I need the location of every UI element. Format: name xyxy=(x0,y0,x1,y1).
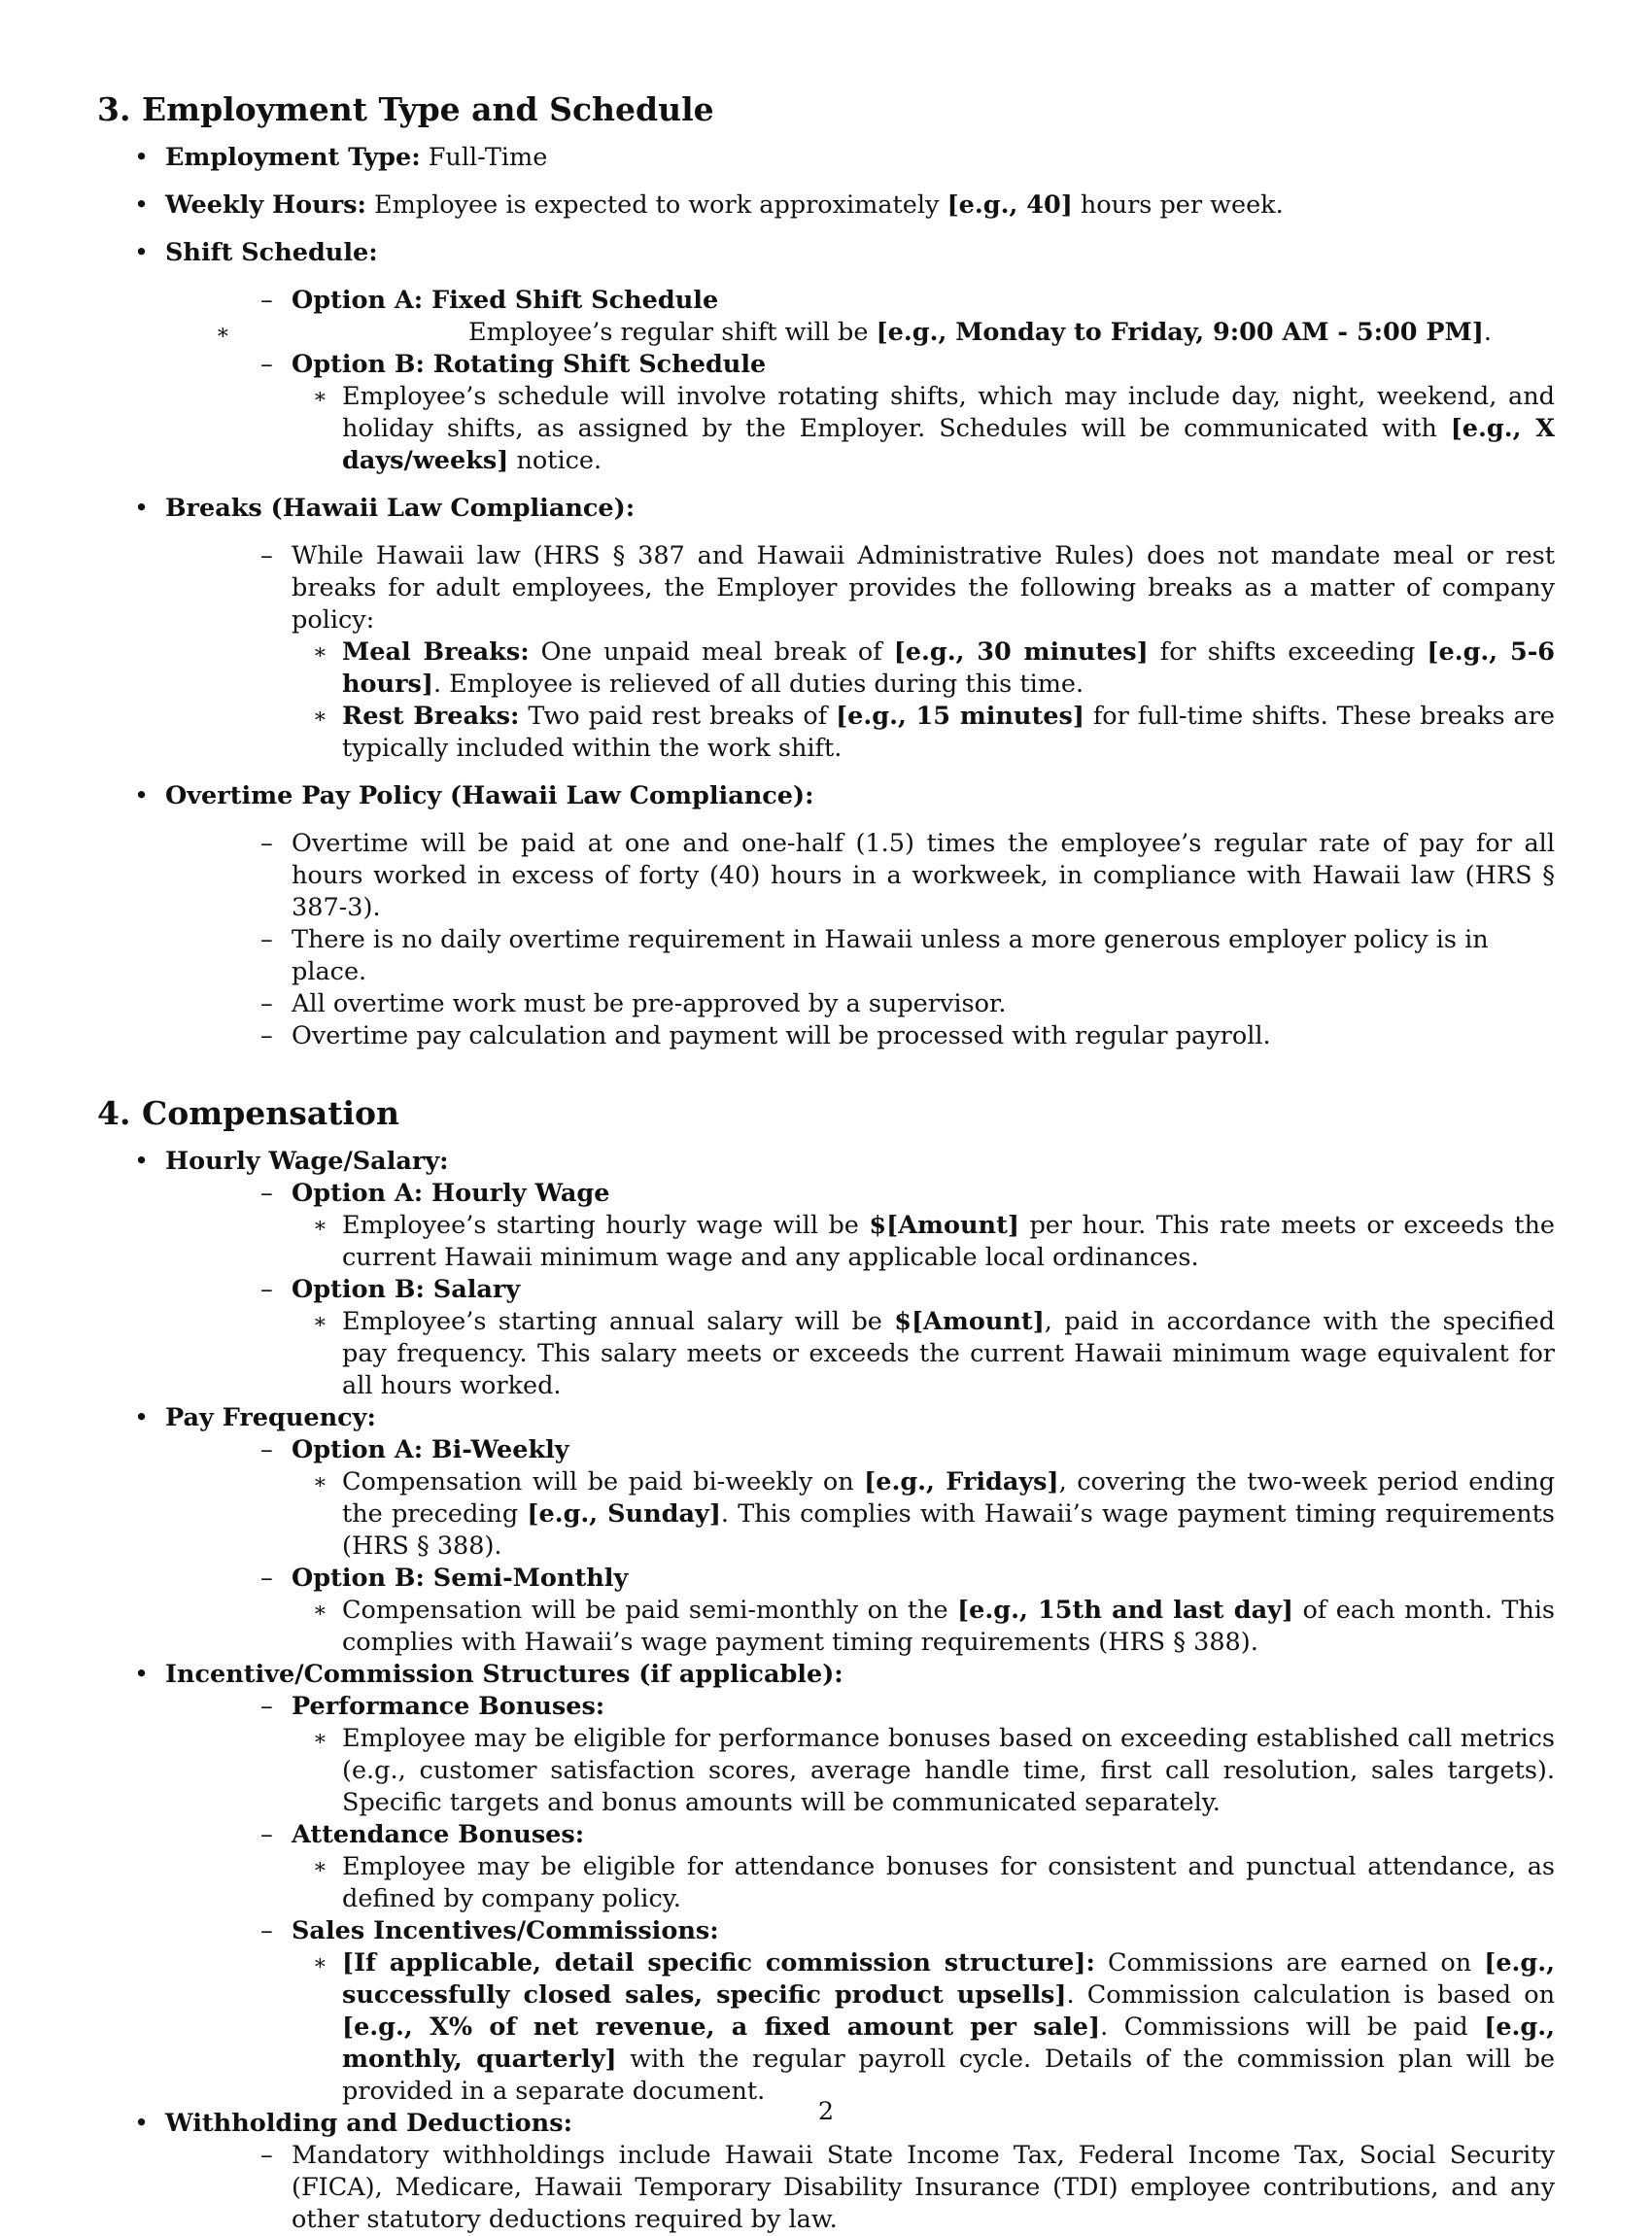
star: ∗ xyxy=(313,1310,327,1334)
option-a-hourly-wage xyxy=(165,1178,1555,1274)
attendance-detail xyxy=(292,1851,1555,1915)
list-item-wage-salary xyxy=(97,1146,1555,1402)
list-item-incentives xyxy=(97,1659,1555,2108)
star: ∗ xyxy=(313,1599,327,1623)
dash: – xyxy=(260,829,273,858)
item-text: Employee may be eligible for performance bonuses based on exceeding established call metrics (e.g., customer satisfaction scores, average handle time, first call resolution, sales targets). Specific targets and bonus amounts will be communicated separately. xyxy=(342,1724,1555,1817)
item-text: Employee’s starting hourly wage will be xyxy=(342,1211,859,1240)
section-4-list xyxy=(97,1146,1555,2236)
section-title: Compensation xyxy=(142,1094,399,1132)
option-b-semi-monthly xyxy=(165,1563,1555,1659)
option-label: Option B: Salary xyxy=(292,1275,521,1304)
item-text: Employee may be eligible for attendance bonuses for consistent and punctual attendance, as defined by company policy. xyxy=(342,1852,1555,1913)
dash: – xyxy=(260,1820,273,1849)
item-value: Full-Time xyxy=(428,143,548,172)
bullet: • xyxy=(134,1660,150,1689)
placeholder: [e.g., Fridays] xyxy=(864,1467,1059,1496)
item-label: Rest Breaks: xyxy=(342,702,520,731)
item-text: for shifts exceeding xyxy=(1159,637,1416,667)
semi-monthly-detail xyxy=(292,1595,1555,1659)
list-item-shift-schedule xyxy=(97,237,1555,477)
item-text: Overtime will be paid at one and one-half (1.5) times the employee’s regular rate of pay for all hours worked in excess of forty (40) hours in a workweek, in compliance with Hawaii law (HRS § 387-3). xyxy=(292,829,1555,922)
option-label: Option B: Semi-Monthly xyxy=(292,1564,629,1593)
list-item-weekly-hours xyxy=(97,189,1555,222)
option-label: Option B: Rotating Shift Schedule xyxy=(292,350,767,379)
item-text: All overtime work must be pre-approved by a supervisor. xyxy=(292,989,1007,1018)
section-3-heading xyxy=(97,89,1555,130)
star: ∗ xyxy=(313,1727,327,1751)
item-text: Commissions are earned on xyxy=(1107,1948,1472,1978)
sales-incentives xyxy=(165,1915,1555,2108)
withholding-detail xyxy=(165,2140,1555,2236)
item-label: Weekly Hours: xyxy=(165,190,366,220)
star: ∗ xyxy=(313,1855,327,1879)
option-a-detail xyxy=(216,317,1652,349)
item-text: . Commission calculation is based on xyxy=(1066,1980,1555,2010)
placeholder: [e.g., 5-6 hours] xyxy=(342,637,1556,699)
section-4-heading xyxy=(97,1093,1555,1134)
option-b-detail xyxy=(292,381,1555,477)
star: ∗ xyxy=(313,1951,327,1976)
item-text: Employee’s regular shift will be xyxy=(468,318,869,347)
section-number: 3. xyxy=(97,90,131,128)
item-text: There is no daily overtime requirement in Hawaii unless a more generous employer policy is in place. xyxy=(292,925,1489,986)
item-text: . Employee is relieved of all duties during this time. xyxy=(432,670,1084,699)
placeholder: [e.g., monthly, quarterly] xyxy=(342,2012,1556,2074)
placeholder: [e.g., 15th and last day] xyxy=(957,1596,1293,1625)
dash: – xyxy=(260,1435,273,1464)
item-text: , covering the two-week period ending the preceding xyxy=(342,1467,1556,1529)
placeholder: [e.g., 30 minutes] xyxy=(893,637,1149,667)
overtime-item xyxy=(165,988,1555,1020)
dash: – xyxy=(260,2141,273,2170)
section-number: 4. xyxy=(97,1094,131,1132)
item-text: Employee’s starting annual salary will be xyxy=(342,1307,882,1336)
star: ∗ xyxy=(313,385,327,409)
item-label: Shift Schedule: xyxy=(165,238,378,267)
option-label: Option A: Hourly Wage xyxy=(292,1179,610,1208)
sales-detail xyxy=(292,1947,1555,2108)
breaks-intro xyxy=(165,540,1555,765)
bi-weekly-detail xyxy=(292,1466,1555,1563)
item-label: Hourly Wage/Salary: xyxy=(165,1147,449,1176)
bullet: • xyxy=(134,190,150,220)
item-text: with the regular payroll cycle. Details of the commission plan will be provided in a separate document. xyxy=(342,2045,1555,2106)
star: ∗ xyxy=(216,321,230,345)
item-text: Two paid rest breaks of xyxy=(528,702,828,731)
dash: – xyxy=(260,925,273,954)
dash: – xyxy=(260,350,273,379)
item-text: hours per week. xyxy=(1080,190,1284,220)
item-text: Compensation will be paid semi-monthly on the xyxy=(342,1596,948,1625)
item-text: Employee is expected to work approximately xyxy=(374,190,940,220)
option-a-bi-weekly xyxy=(165,1434,1555,1563)
bullet: • xyxy=(134,494,150,523)
dash: – xyxy=(260,1179,273,1208)
list-item-overtime xyxy=(97,780,1555,1052)
placeholder: [e.g., Sunday] xyxy=(527,1499,721,1529)
placeholder: [e.g., 15 minutes] xyxy=(836,702,1084,731)
dash: – xyxy=(260,1564,273,1593)
dash: – xyxy=(260,1692,273,1721)
item-text: notice. xyxy=(516,446,602,475)
item-label: Withholding and Deductions: xyxy=(165,2109,572,2138)
placeholder: [e.g., successfully closed sales, specific product upsells] xyxy=(342,1948,1556,2010)
item-label: Overtime Pay Policy (Hawaii Law Compliance): xyxy=(165,781,814,810)
option-label: Performance Bonuses: xyxy=(292,1692,605,1721)
item-text: Employee’s schedule will involve rotating shifts, which may include day, night, weekend, and holiday shifts, as assigned by the Employer. Schedules will be communicated with xyxy=(342,382,1555,443)
salary-detail xyxy=(292,1306,1555,1402)
item-text: , paid in accordance with the specified pay frequency. This salary meets or exceeds the current Hawaii minimum wage equivalent for all hours worked. xyxy=(342,1307,1556,1400)
list-item-withholding xyxy=(97,2108,1555,2236)
overtime-item xyxy=(165,924,1555,988)
performance-detail xyxy=(292,1723,1555,1819)
option-a-fixed-shift xyxy=(165,285,1555,349)
placeholder: $[Amount] xyxy=(869,1211,1019,1240)
dash: – xyxy=(260,989,273,1018)
star: ∗ xyxy=(313,1214,327,1238)
item-text: Overtime pay calculation and payment will be processed with regular payroll. xyxy=(292,1021,1271,1050)
option-label: Option A: Bi-Weekly xyxy=(292,1435,569,1464)
overtime-item xyxy=(165,1020,1555,1052)
placeholder: [e.g., X% of net revenue, a fixed amount per sale] xyxy=(342,2012,1101,2042)
bullet: • xyxy=(134,2109,150,2138)
dash: – xyxy=(260,1021,273,1050)
placeholder: $[Amount] xyxy=(894,1307,1045,1336)
item-text: Compensation will be paid bi-weekly on xyxy=(342,1467,854,1496)
item-text: While Hawaii law (HRS § 387 and Hawaii Administrative Rules) does not mandate meal or rest breaks for adult employees, the Employer provides the following breaks as a matter of company policy: xyxy=(292,541,1555,635)
item-label: Incentive/Commission Structures (if applicable): xyxy=(165,1660,843,1689)
item-text: One unpaid meal break of xyxy=(540,637,882,667)
item-text: . This complies with Hawaii’s wage payment timing requirements (HRS § 388). xyxy=(342,1499,1555,1561)
item-label: Employment Type: xyxy=(165,143,421,172)
option-label: Attendance Bonuses: xyxy=(292,1820,585,1849)
page-number: 2 xyxy=(817,2097,835,2126)
attendance-bonuses xyxy=(165,1819,1555,1915)
rest-breaks xyxy=(292,701,1555,765)
bullet: • xyxy=(134,781,150,810)
item-text: Mandatory withholdings include Hawaii State Income Tax, Federal Income Tax, Social Security (FICA), Medicare, Hawaii Temporary Disability Insurance (TDI) employee contributions, and any other statutory deductions required by law. xyxy=(292,2141,1555,2234)
bullet: • xyxy=(134,1147,150,1176)
star: ∗ xyxy=(313,1470,327,1495)
item-text: . xyxy=(1483,318,1492,347)
item-label: Meal Breaks: xyxy=(342,637,530,667)
hourly-wage-detail xyxy=(292,1210,1555,1274)
item-text: per hour. This rate meets or exceeds the current Hawaii minimum wage and any applicable local ordinances. xyxy=(342,1211,1556,1272)
section-title: Employment Type and Schedule xyxy=(142,90,714,128)
dash: – xyxy=(260,1275,273,1304)
list-item-pay-frequency xyxy=(97,1402,1555,1659)
item-text: of each month. This complies with Hawaii’s wage payment timing requirements (HRS § 388). xyxy=(342,1596,1555,1657)
bullet: • xyxy=(134,238,150,267)
item-text: . Commissions will be paid xyxy=(1100,2012,1468,2042)
dash: – xyxy=(260,1916,273,1945)
option-label: Sales Incentives/Commissions: xyxy=(292,1916,719,1945)
placeholder: [If applicable, detail specific commission structure]: xyxy=(342,1948,1095,1978)
star: ∗ xyxy=(313,705,327,729)
page-content xyxy=(97,89,1555,2236)
meal-breaks xyxy=(292,636,1555,701)
option-b-rotating-shift xyxy=(165,349,1555,477)
dash: – xyxy=(260,286,273,315)
list-item-employment-type xyxy=(97,142,1555,174)
section-3-list xyxy=(97,142,1555,1052)
bullet: • xyxy=(134,1403,150,1432)
placeholder: [e.g., Monday to Friday, 9:00 AM - 5:00 PM] xyxy=(876,318,1484,347)
item-text: for full-time shifts. These breaks are typically included within the work shift. xyxy=(342,702,1556,763)
option-b-salary xyxy=(165,1274,1555,1402)
star: ∗ xyxy=(313,640,327,665)
item-label: Breaks (Hawaii Law Compliance): xyxy=(165,494,636,523)
option-label: Option A: Fixed Shift Schedule xyxy=(292,286,719,315)
placeholder: [e.g., 40] xyxy=(946,190,1073,220)
bullet: • xyxy=(134,143,150,172)
performance-bonuses xyxy=(165,1691,1555,1819)
placeholder: [e.g., X days/weeks] xyxy=(342,414,1555,475)
list-item-breaks xyxy=(97,493,1555,765)
item-label: Pay Frequency: xyxy=(165,1403,376,1432)
dash: – xyxy=(260,541,273,570)
overtime-item xyxy=(165,828,1555,924)
